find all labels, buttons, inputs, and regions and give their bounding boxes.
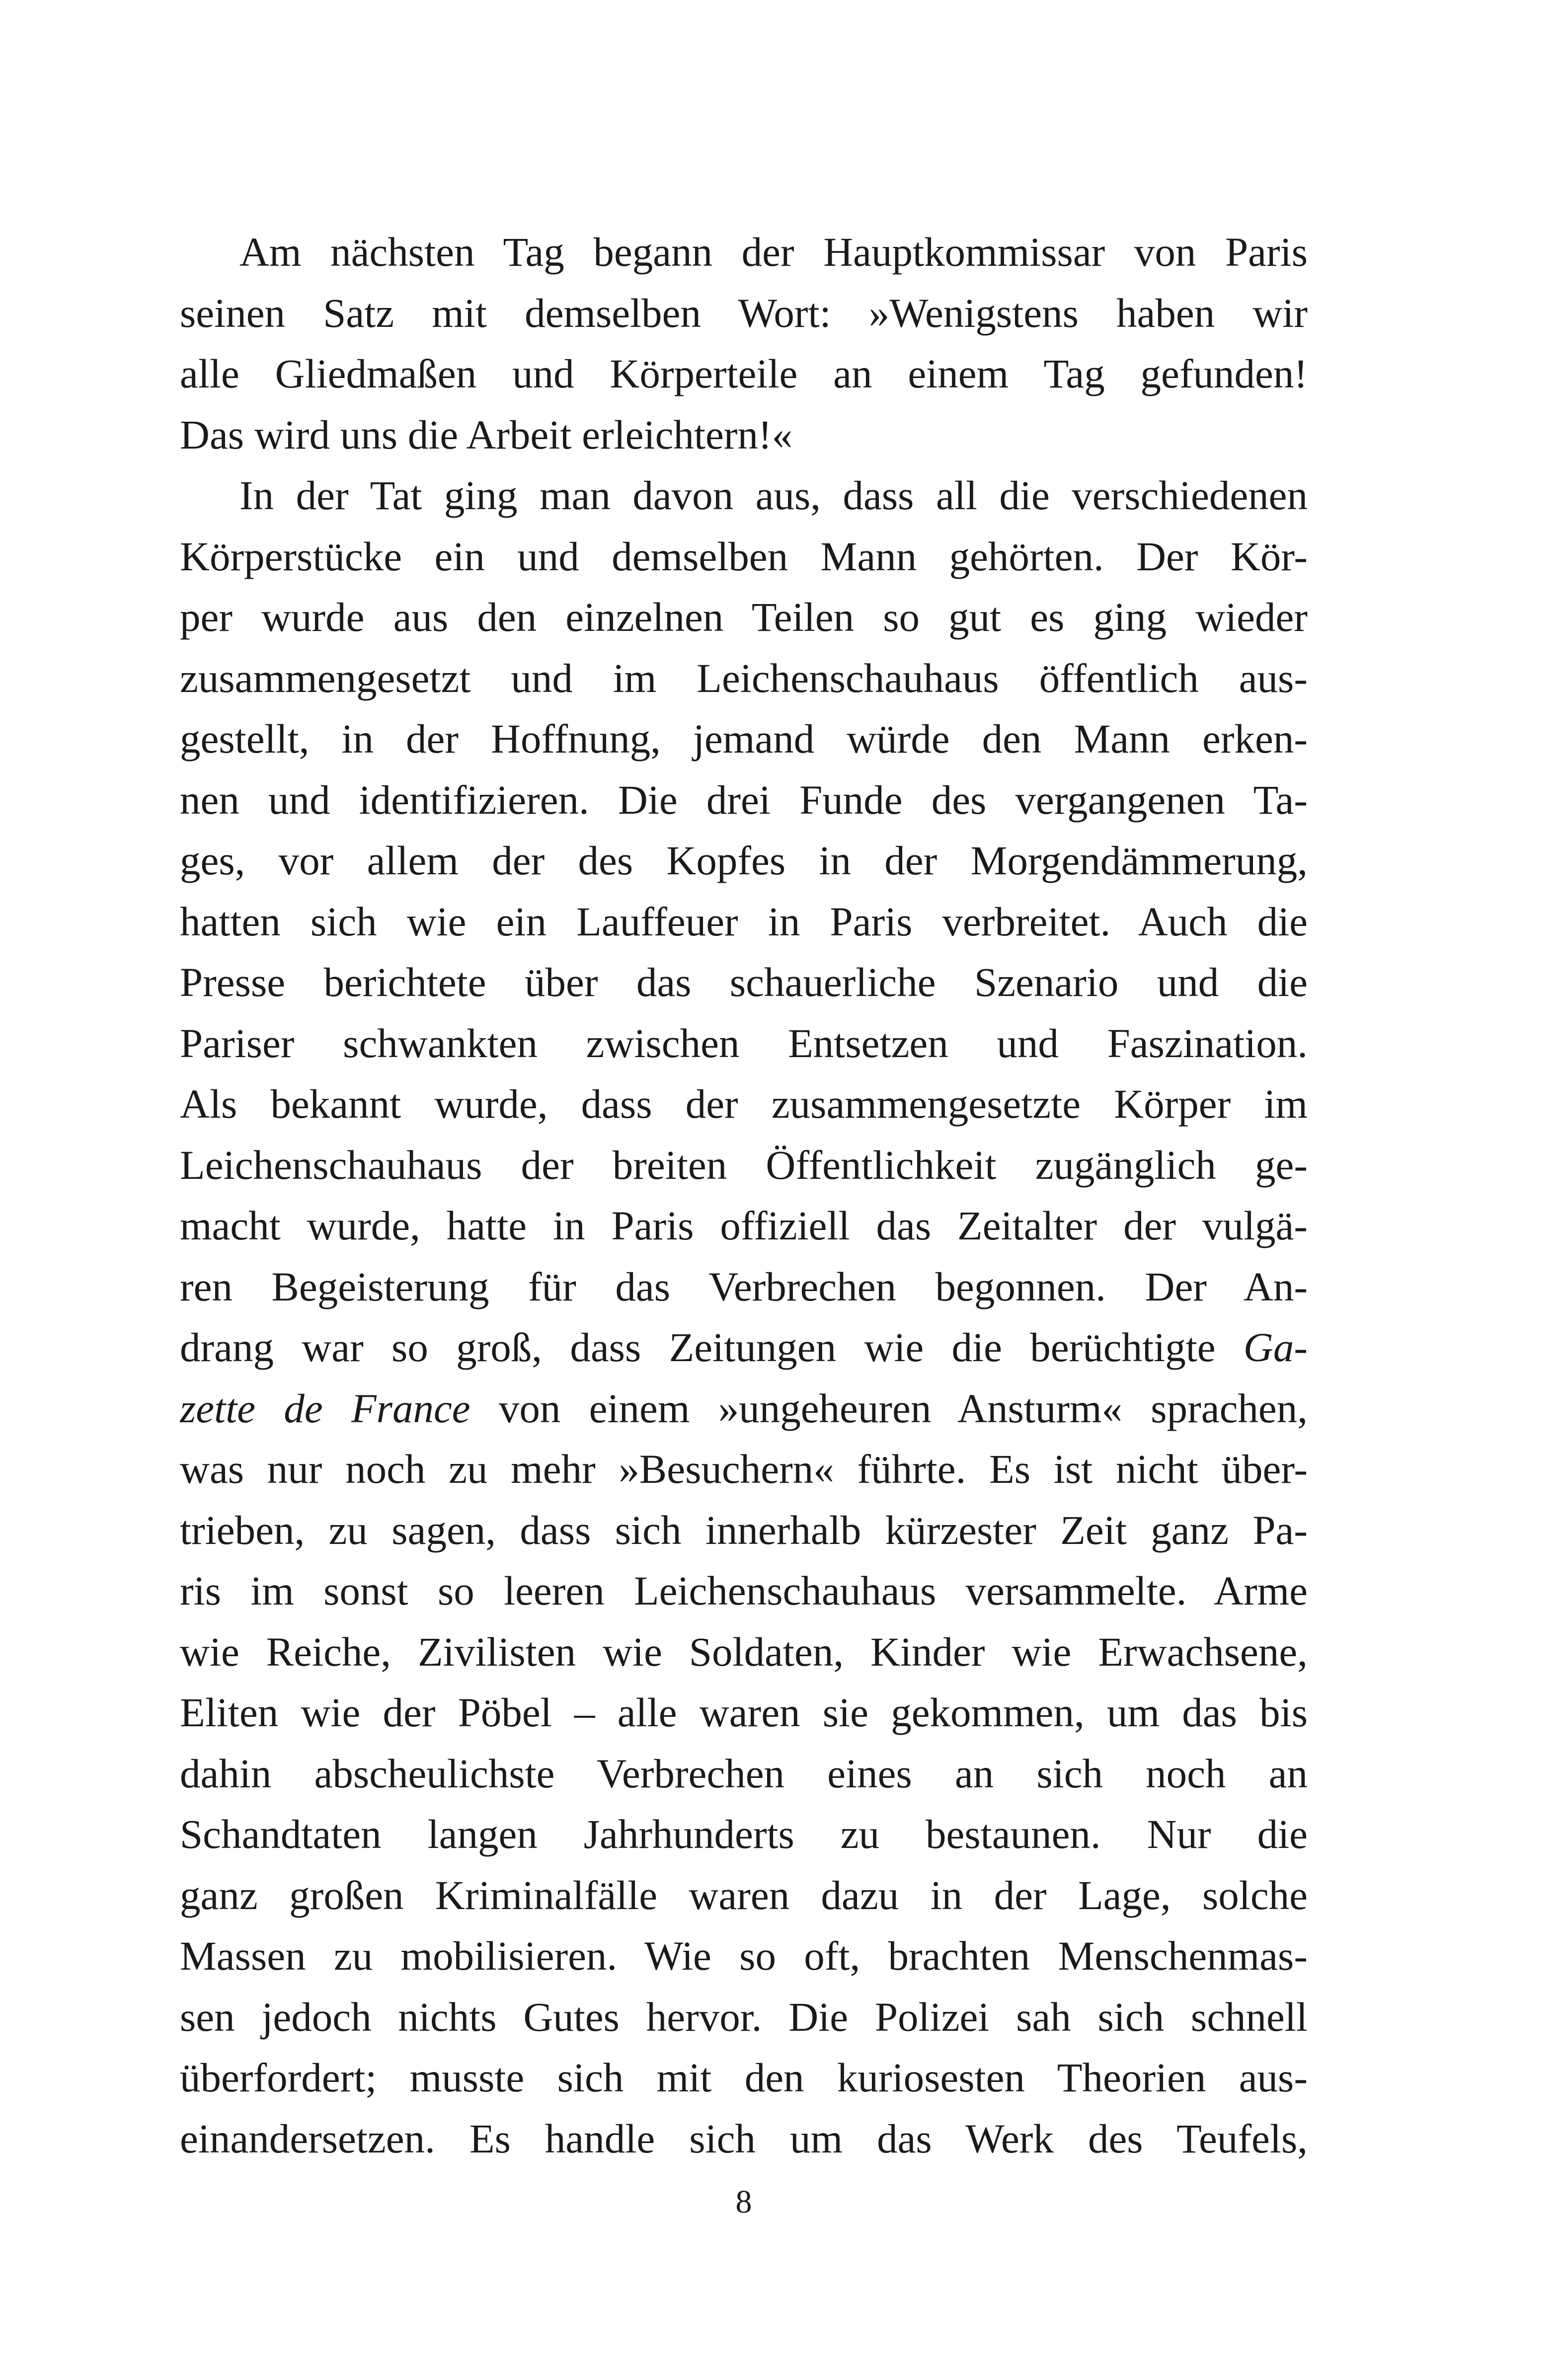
text-line: gestellt, in der Hoffnung, jemand würde den Mann erken- xyxy=(180,716,1308,762)
text-line: dahin abscheulichste Verbrechen eines an sich noch an xyxy=(180,1750,1308,1796)
text-line: Pariser schwankten zwischen Entsetzen und Faszination. xyxy=(180,1020,1308,1066)
italic-title: Ga- xyxy=(1243,1324,1308,1370)
text-line xyxy=(180,1317,1308,1378)
text-line: einandersetzen. Es handle sich um das Werk des Teufels, xyxy=(180,2115,1308,2161)
text-line: überfordert; musste sich mit den kuriosesten Theorien aus- xyxy=(180,2055,1308,2100)
text-line: macht wurde, hatte in Paris offiziell das Zeitalter der vulgä- xyxy=(180,1203,1308,1248)
text-line: Körperstücke ein und demselben Mann gehörten. Der Kör- xyxy=(180,533,1308,579)
text-line: ges, vor allem der des Kopfes in der Morgendämmerung, xyxy=(180,838,1308,883)
text-line: trieben, zu sagen, dass sich innerhalb kürzester Zeit ganz Pa- xyxy=(180,1507,1308,1553)
text-line: Das wird uns die Arbeit erleichtern!« xyxy=(180,411,793,458)
text-line: Eliten wie der Pöbel – alle waren sie gekommen, um das bis xyxy=(180,1689,1308,1735)
text-line: was nur noch zu mehr »Besuchern« führte. Es ist nicht über- xyxy=(180,1446,1308,1492)
text-line: ren Begeisterung für das Verbrechen begonnen. Der An- xyxy=(180,1263,1308,1309)
text-line: Als bekannt wurde, dass der zusammengesetzte Körper im xyxy=(180,1081,1308,1127)
text-line: In der Tat ging man davon aus, dass all die verschiedenen xyxy=(239,472,1308,518)
text-line: Am nächsten Tag begann der Hauptkommissar von Paris xyxy=(239,229,1308,275)
text-line: per wurde aus den einzelnen Teilen so gut es ging wieder xyxy=(180,594,1308,640)
body-text xyxy=(180,222,1308,2169)
text-line: sen jedoch nichts Gutes hervor. Die Polizei sah sich schnell xyxy=(180,1994,1308,2040)
text-line: ganz großen Kriminalfälle waren dazu in der Lage, solche xyxy=(180,1872,1308,1918)
line-text: drang war so groß, dass Zeitungen wie die berüchtigte xyxy=(180,1324,1244,1370)
italic-title: zette de France xyxy=(180,1385,470,1431)
text-line: seinen Satz mit demselben Wort: »Wenigstens haben wir xyxy=(180,290,1308,336)
text-line xyxy=(180,1378,1308,1439)
text-line: Presse berichtete über das schauerliche Szenario und die xyxy=(180,959,1308,1005)
text-line: alle Gliedmaßen und Körperteile an einem Tag gefunden! xyxy=(180,351,1308,396)
text-line: ris im sonst so leeren Leichenschauhaus versammelte. Arme xyxy=(180,1568,1308,1613)
text-line: nen und identifizieren. Die drei Funde des vergangenen Ta- xyxy=(180,776,1308,823)
text-line: hatten sich wie ein Lauffeuer in Paris verbreitet. Auch die xyxy=(180,898,1308,944)
line-text: von einem »ungeheuren Ansturm« sprachen, xyxy=(470,1385,1308,1431)
page-number: 8 xyxy=(735,2184,752,2220)
text-line: Schandtaten langen Jahrhunderts zu bestaunen. Nur die xyxy=(180,1811,1308,1857)
text-line: zusammengesetzt und im Leichenschauhaus öffentlich aus- xyxy=(180,655,1308,701)
text-line: wie Reiche, Zivilisten wie Soldaten, Kinder wie Erwachsene, xyxy=(180,1628,1308,1675)
text-line: Leichenschauhaus der breiten Öffentlichkeit zugänglich ge- xyxy=(180,1142,1308,1188)
text-line: Massen zu mobilisieren. Wie so oft, brachten Menschenmas- xyxy=(180,1933,1308,1979)
